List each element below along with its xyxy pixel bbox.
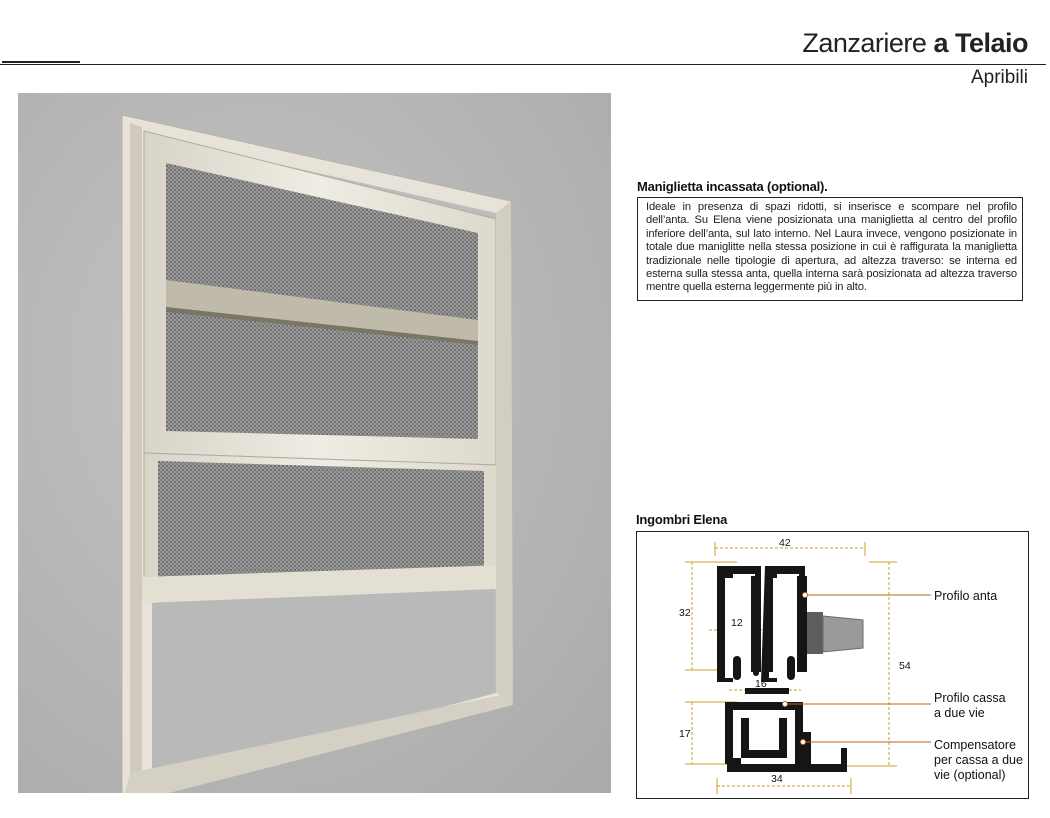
label-compensatore-2: per cassa a due [934,753,1023,767]
dim-17: 17 [679,728,691,740]
product-photo [18,93,611,793]
page-title-bold: a Telaio [933,28,1028,58]
page-subtitle: Apribili [970,67,1028,88]
box-profile [725,688,803,764]
label-compensatore-3: vie (optional) [934,768,1006,782]
label-profilo-cassa-1: Profilo cassa [934,691,1006,705]
page-title [802,28,1028,59]
header-rule [0,64,1046,65]
window-illustration [18,93,611,793]
dimensions-diagram [636,531,1029,799]
dim-12: 12 [731,617,743,629]
label-compensatore-1: Compensatore [934,738,1016,752]
dim-34: 34 [771,773,783,785]
label-profilo-cassa-2: a due vie [934,706,985,720]
dim-54: 54 [899,660,911,672]
header-rule-accent [2,61,80,63]
handle-heading: Maniglietta incassata (optional). [637,179,828,194]
label-profilo-anta: Profilo anta [934,589,998,603]
handle-shape [807,612,863,654]
dim-16: 16 [755,678,767,690]
profile-section-drawing [637,532,1030,800]
page-title-light: Zanzariere [802,28,927,58]
dimensions-heading: Ingombri Elena [636,512,728,527]
dim-42: 42 [779,537,791,549]
dim-32: 32 [679,607,691,619]
handle-description: Ideale in presenza di spazi ridotti, si inserisce e scompare nel profilo dell’anta. Su Elena viene posizionata una maniglietta al centro del profilo inferiore dell’anta, sul lato interno. Nel Laura invece, vengono posizionate in totale due maniglitte nella stessa posizione in cui è raffigurata la maniglietta tradizionale nelle tipologie di apertura, ad altezza traverso: se interna ed esterna sulla stessa anta, quella interna sarà posizionata ad altezza traverso mentre quella esterna leggermente più in alto. [637,197,1023,301]
